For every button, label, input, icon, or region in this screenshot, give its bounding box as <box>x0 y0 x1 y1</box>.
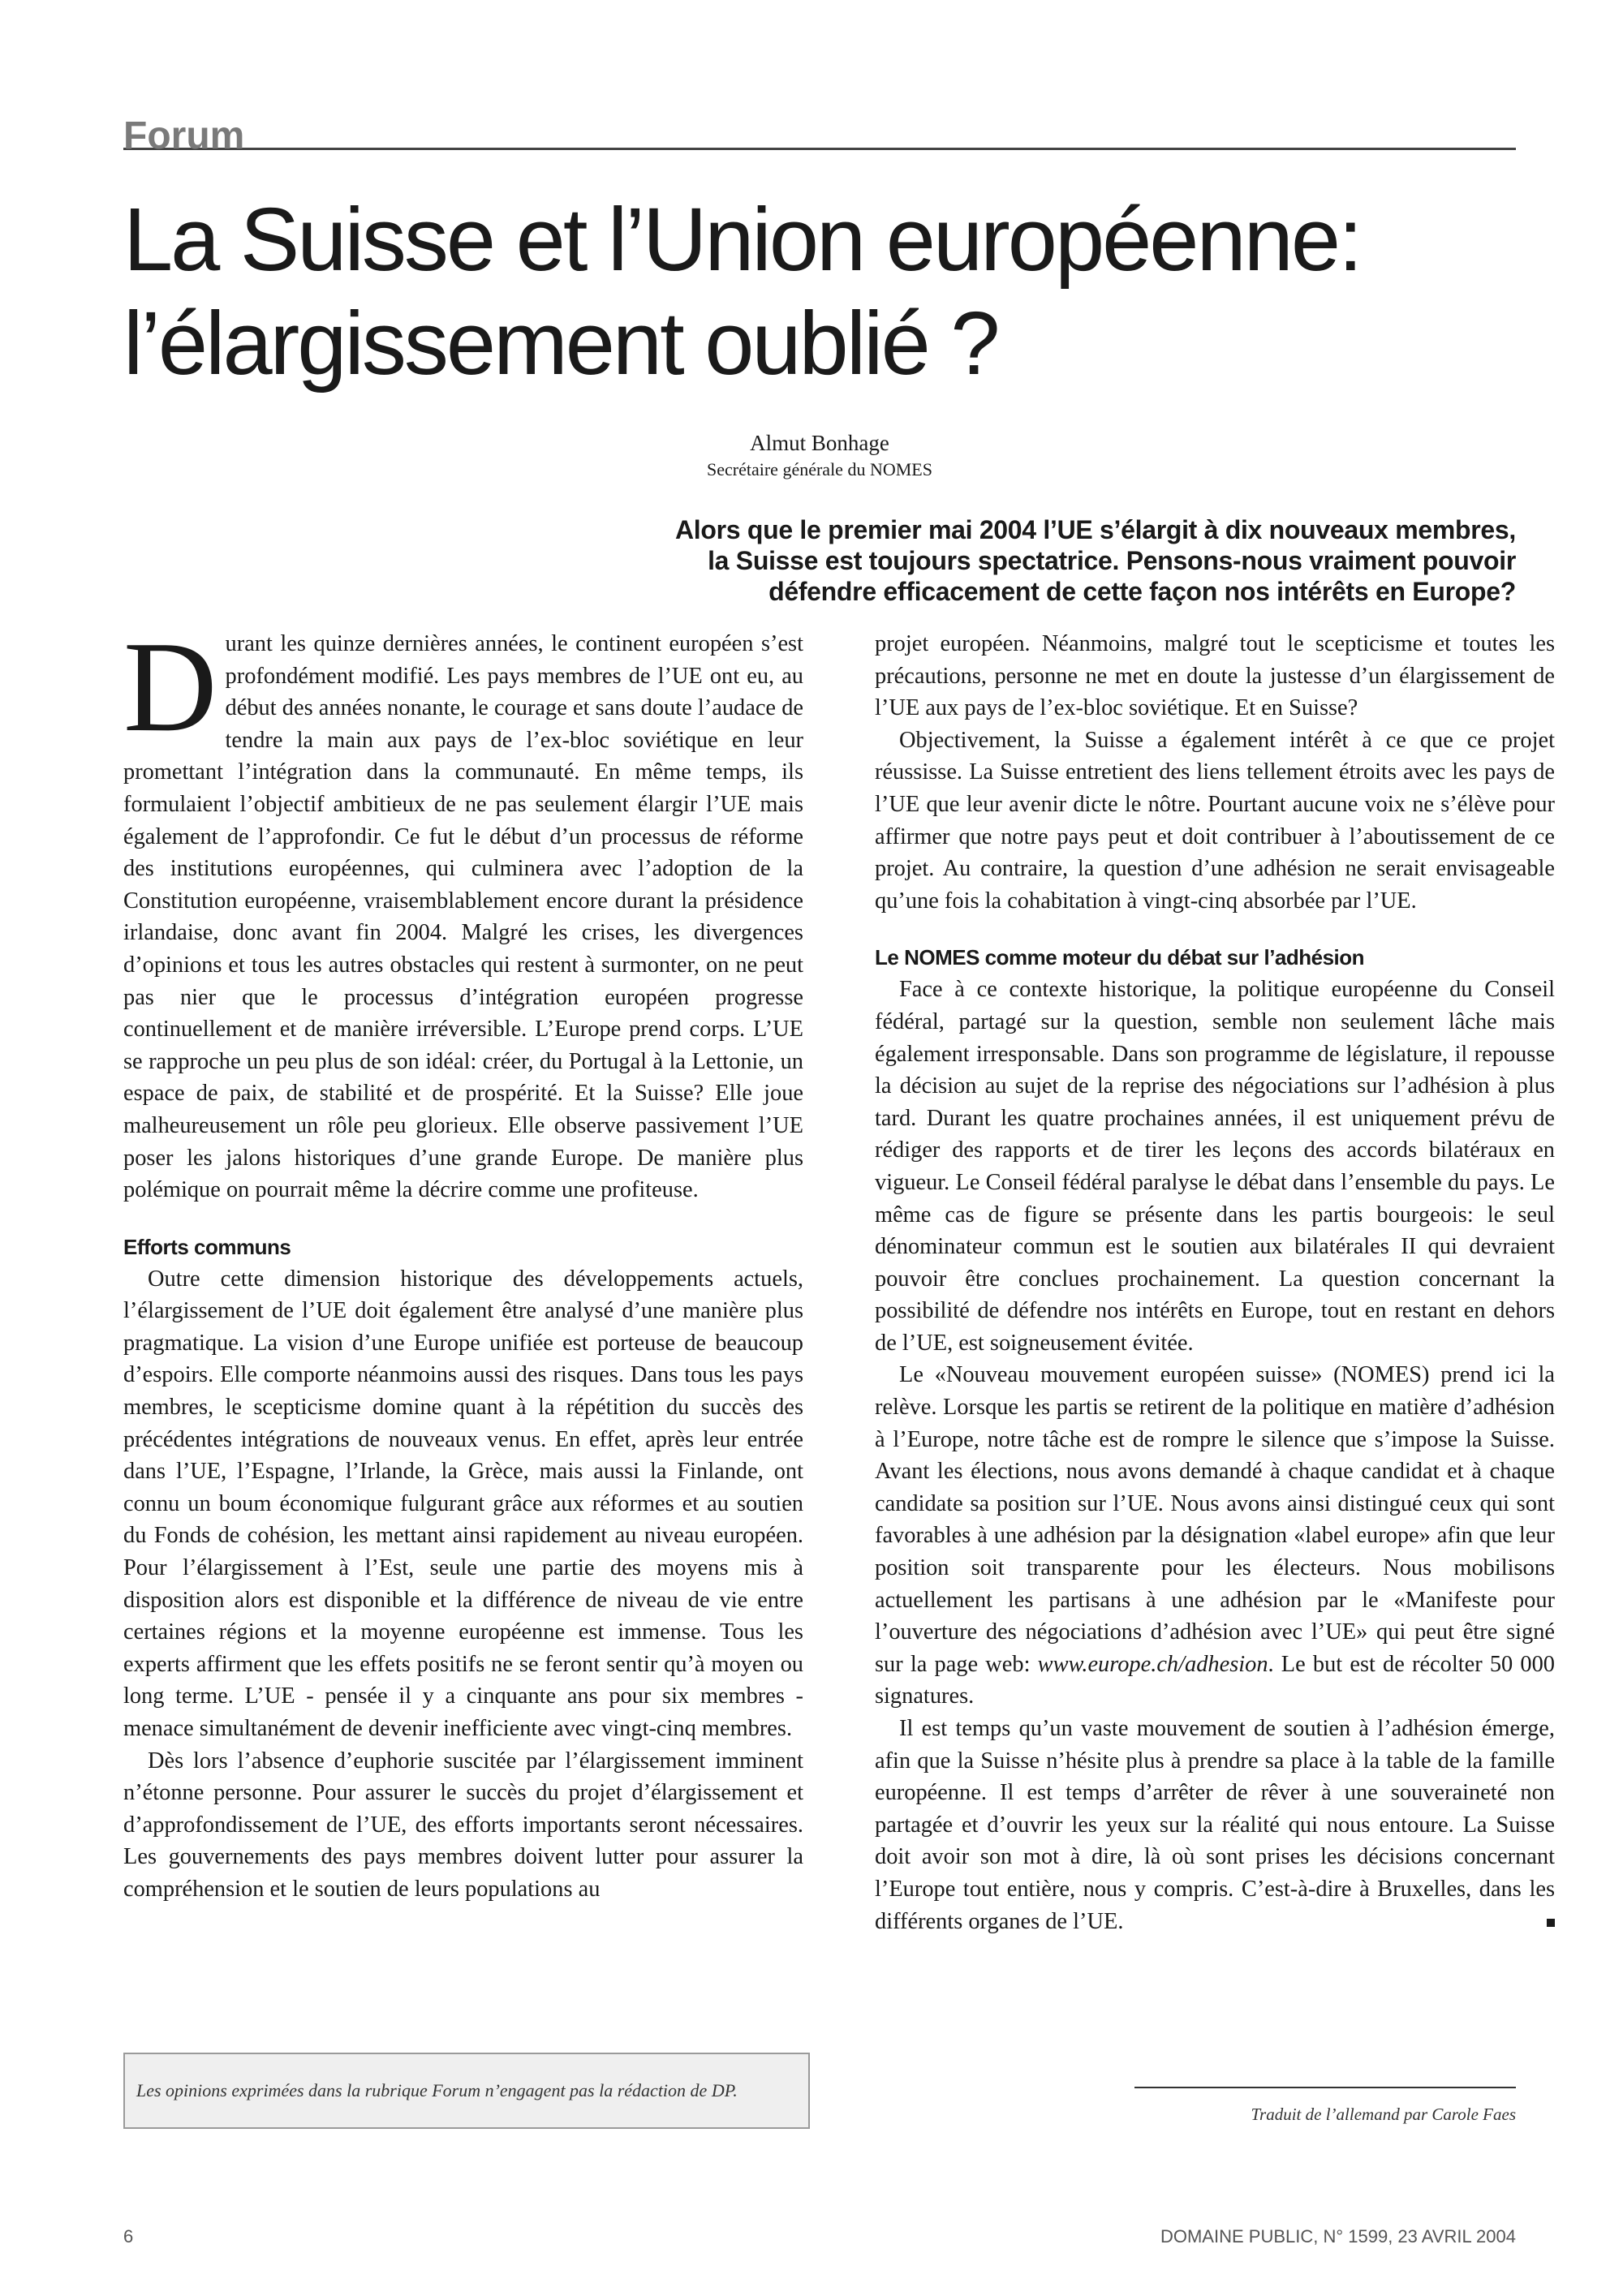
publication-info: DOMAINE PUBLIC, N° 1599, 23 AVRIL 2004 <box>1160 2226 1516 2247</box>
article-page <box>123 0 1555 2296</box>
lead-paragraph <box>461 514 1516 607</box>
paragraph-text: Le «Nouveau mouvement européen suisse» (NOMES) prend ici la relève. Lorsque les partis se retirent de la politique en matière d’adhésion à l’Europe, notre tâche est de rompre le silence que s’impose la Suisse. Avant les élections, nous avons demandé à chaque candidat et à chaque candidate sa position sur l’UE. Nous avons ainsi distingué ceux qui sont favorables à une adhésion par la désignation «label europe» afin que leur position soit transparente pour les électeurs. Nous mobilisons actuellement les partisans à une adhésion par le «Manifeste pour l’ouverture des négociations d’adhésion avec l’UE» qui peut être signé sur la page web: <box>875 1362 1555 1677</box>
title-line-2: l’élargissement oublié ? <box>123 294 998 393</box>
column-left <box>123 614 803 1906</box>
page-number: 6 <box>123 2226 134 2247</box>
disclaimer-text: Les opinions exprimées dans la rubrique Forum n’engagent pas la rédaction de DP. <box>136 2080 738 2100</box>
end-of-article-mark <box>1547 1919 1555 1927</box>
author-name: Almut Bonhage <box>750 431 889 455</box>
title-line-1: La Suisse et l’Union européenne: <box>123 190 1361 290</box>
subheading-efforts: Efforts communs <box>123 1234 291 1259</box>
translator-divider <box>1134 2087 1516 2088</box>
byline <box>123 428 1516 482</box>
translator-credit: Traduit de l’allemand par Carole Faes <box>1251 2105 1516 2124</box>
subheading-nomes: Le NOMES comme moteur du débat sur l’adhésion <box>875 945 1365 970</box>
article-title <box>123 188 1516 396</box>
paragraph: Outre cette dimension historique des développements actuels, l’élargissement de l’UE doit également être analysé d’une manière plus pragmatique. La vision d’une Europe unifiée est porteuse de beaucoup d’espoirs. Elle comporte néanmoins aussi des risques. Dans tous les pays membres, le scepticisme domine quant à la répétition du succès des précédentes intégrations de nouveaux venus. En effet, après leur entrée dans l’UE, l’Espagne, l’Irlande, la Grèce, mais aussi la Finlande, ont connu un boum économique fulgurant grâce aux réformes et au soutien du Fonds de cohésion, les mettant ainsi rapidement au niveau européen. Pour l’élargissement à l’Est, seule une partie des moyens mis à disposition alors est disponible et la différence de niveau de vie entre certaines régions et la moyenne européenne est immense. Tous les experts affirment que les effets positifs ne se feront sentir qu’à moyen ou long terme. L’UE - pensée il y a cinquante ans pour six membres - menace simultanément de devenir inefficiente avec vingt-cinq membres. <box>123 1266 803 1741</box>
lead-line-3: défendre efficacement de cette façon nos intérêts en Europe? <box>768 577 1516 606</box>
lead-line-2: la Suisse est toujours spectatrice. Pensons-nous vraiment pouvoir <box>708 546 1516 575</box>
author-role: Secrétaire générale du NOMES <box>707 459 932 479</box>
paragraph <box>875 1359 1555 1713</box>
rubric-label: Forum <box>123 114 245 157</box>
column-right <box>875 628 1555 1937</box>
drop-cap: D <box>123 614 217 759</box>
paragraph: Face à ce contexte historique, la politique européenne du Conseil fédéral, partagé sur la question, semble non seulement lâche mais également irresponsable. Dans son programme de législature, il repousse la décision au sujet de la reprise des négociations sur l’adhésion à plus tard. Durant les quatre prochaines années, il est uniquement prévu de rédiger des rapports et de tirer les leçons des accords bilatéraux en vigueur. Le Conseil fédéral paralyse le débat dans l’ensemble du pays. Le même cas de figure se présente dans les partis bourgeois: le seul dénominateur commun est le soutien aux bilatérales II qui devraient pouvoir être conclues prochainement. La question concernant la possibilité de défendre nos intérêts en Europe, tout en restant en dehors de l’UE, est soigneusement évitée. <box>875 977 1555 1356</box>
web-address-link[interactable]: www.europe.ch/adhesion <box>1037 1651 1268 1677</box>
paragraph-final-text: Il est temps qu’un vaste mouvement de soutien à l’adhésion émerge, afin que la Suisse n’hésite plus à prendre sa place à la table de la famille européenne. Il est temps d’arrêter de rêver à une souveraineté non partagée et d’ouvrir les yeux sur la réalité qui nous entoure. La Suisse doit avoir son mot à dire, là où sont prises les décisions concernant l’Europe tout entière, nous y compris. C’est-à-dire à Bruxelles, dans les différents organes de l’UE. <box>875 1716 1555 1934</box>
paragraph-intro <box>123 614 803 1206</box>
paragraph: Objectivement, la Suisse a également intérêt à ce que ce projet réussisse. La Suisse entretient des liens tellement étroits avec les pays de l’UE que leur avenir dicte le nôtre. Pourtant aucune voix ne s’élève pour affirmer que notre pays peut et doit contribuer à l’aboutissement de ce projet. Au contraire, la question d’une adhésion ne serait envisageable qu’une fois la cohabitation à vingt-cinq absorbée par l’UE. <box>875 727 1555 914</box>
paragraph-final <box>875 1713 1555 1937</box>
paragraph: Dès lors l’absence d’euphorie suscitée par l’élargissement imminent n’étonne personne. Pour assurer le succès du projet d’élargissement et d’approfondissement de l’UE, des efforts importants seront nécessaires. Les gouvernements des pays membres doivent lutter pour assurer la compréhension et le soutien de leurs populations au <box>123 1748 803 1902</box>
paragraph-text-end: . Le but est de récolter 50 000 signatures. <box>875 1651 1555 1709</box>
lead-line-1: Alors que le premier mai 2004 l’UE s’élargit à dix nouveaux membres, <box>674 515 1516 544</box>
paragraph-intro-text: urant les quinze dernières années, le continent européen s’est profondément modifié. Les pays membres de l’UE ont eu, au début des années nonante, le courage et sans doute l’audace de tendre la main aux pays de l’ex-bloc soviétique en leur promettant l’intégration dans la communauté. En même temps, ils formulaient l’objectif ambitieux de ne pas seulement élargir l’UE mais également de l’approfondir. Ce fut le début d’un processus de réforme des institutions européennes, qui culminera avec l’adoption de la Constitution européenne, vraisemblablement encore durant la présidence irlandaise, donc avant fin 2004. Malgré les crises, les divergences d’opinions et tous les autres obstacles qui restent à surmonter, on ne peut pas nier que le processus d’intégration européen progresse continuellement et de manière irréversible. L’Europe prend corps. L’UE se rapproche un peu plus de son idéal: créer, du Portugal à la Lettonie, un espace de paix, de stabilité et de prospérité. Et la Suisse? Elle joue malheureusement un rôle peu glorieux. Elle observe passivement l’UE poser les jalons historiques d’une grande Europe. De manière plus polémique on pourrait même la décrire comme une profiteuse. <box>123 631 803 1203</box>
paragraph-continued: projet européen. Néanmoins, malgré tout le scepticisme et toutes les précautions, personne ne met en doute la justesse d’un élargissement de l’UE aux pays de l’ex-bloc soviétique. Et en Suisse? <box>875 631 1555 721</box>
editorial-disclaimer <box>123 2053 810 2129</box>
section-rubric <box>123 105 1516 157</box>
